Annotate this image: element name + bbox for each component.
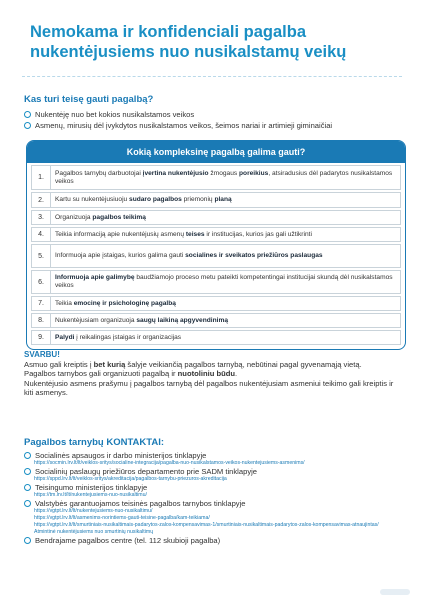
- help-row-text: Informuoja apie įstaigas, kurios galima gauti socialines ir sveikatos priežiūros paslaugas: [51, 244, 401, 268]
- contact-link[interactable]: https://vgtpt.lrv.lt/lt/smurtiniais-nusikaltimais-padarytos-zalos-kompensavimas-1/smurtiniais-nusikaltimais-padarytos-zalos-kompensavimas-atnaujintas/: [34, 522, 379, 528]
- contact-item: [24, 451, 408, 460]
- who-item-text: Asmenų, mirusių dėl įvykdytos nusikalstamos veikos, šeimos nariai ir artimieji giminaičiai: [35, 121, 333, 130]
- help-row: [31, 227, 401, 242]
- contact-label: Bendrajame pagalbos centre (tel. 112 skubioji pagalba): [35, 536, 221, 545]
- help-table: [26, 140, 406, 350]
- text: Asmuo gali kreiptis į: [24, 359, 94, 369]
- help-row: [31, 313, 401, 328]
- important-paragraph-2: [24, 369, 404, 379]
- contact-link[interactable]: https://vgtpt.lrv.lt/lt/asmenims-norintiems-gauti-teisine-pagalba/kam-teikiama/: [34, 515, 210, 521]
- contact-link[interactable]: https://vgtpt.lrv.lt/lt/nukentejusiems-nuo-nusikaltimu/: [34, 508, 153, 514]
- contact-label: Valstybės garantuojamos teisinės pagalbos tarnybos tinklapyje: [35, 499, 246, 508]
- text-bold: bet kurią: [93, 359, 126, 369]
- help-row-number: 4.: [31, 227, 51, 242]
- help-row: [31, 330, 401, 345]
- help-row-text: Organizuoja pagalbos teikimą: [51, 210, 401, 225]
- bullet-circle-icon: [24, 468, 31, 475]
- help-row: [31, 210, 401, 225]
- contact-label: Teisingumo ministerijos tinklapyje: [35, 483, 148, 492]
- help-row-text: Palydi į reikalingas įstaigas ir organizacijas: [51, 330, 401, 345]
- help-row-text: Kartu su nukentėjusiuoju sudaro pagalbos priemonių planą: [51, 192, 401, 208]
- help-row: [31, 244, 401, 268]
- help-row-number: 6.: [31, 270, 51, 294]
- text: .: [235, 369, 238, 378]
- contact-label: Socialinių paslaugų priežiūros departamento prie SADM tinklapyje: [35, 467, 258, 476]
- help-row-number: 7.: [31, 296, 51, 311]
- contact-item: [24, 483, 408, 492]
- help-row-number: 5.: [31, 244, 51, 268]
- help-row: [31, 165, 401, 190]
- help-row-number: 8.: [31, 313, 51, 328]
- text: Pagalbos tarnybos gali organizuoti pagalbą ir: [24, 369, 178, 378]
- help-row-number: 1.: [31, 165, 51, 190]
- bullet-circle-icon: [24, 122, 31, 129]
- bullet-circle-icon: [24, 452, 31, 459]
- page-stamp: [380, 589, 410, 595]
- who-item: [24, 121, 332, 130]
- who-item-text: Nukentėję nuo bet kokios nusikalstamos veikos: [35, 110, 195, 119]
- help-table-heading: Kokią kompleksinę pagalbą galima gauti?: [27, 141, 405, 163]
- contact-link[interactable]: https://socmin.lrv.lt/lt/veiklos-sritys/socialine-integracija/pagalba-nuo-nusikalstamos-veikos-nukentejusiems-asmenims/: [34, 460, 305, 466]
- help-row-number: 2.: [31, 192, 51, 208]
- help-row-number: 3.: [31, 210, 51, 225]
- contact-item: [24, 536, 408, 545]
- important-paragraph-3: Nukentėjusio asmens prašymu į pagalbos tarnybą dėl pagalbos nukentėjusiam asmeniui teikimo gali kreiptis ir kiti asmenys.: [24, 378, 394, 397]
- help-row-text: Teikia emocinę ir psichologinę pagalbą: [51, 296, 401, 311]
- help-row-text: Teikia informaciją apie nukentėjusių asmenų teises ir institucijas, kurios jas gali užtikrinti: [51, 227, 401, 242]
- help-row: [31, 192, 401, 208]
- title-line-2: nukentėjusiems nuo nusikalstamų veikų: [30, 43, 347, 61]
- text-bold: nuotoliniu būdu: [177, 369, 236, 378]
- help-row-number: 9.: [31, 330, 51, 345]
- divider: [22, 76, 402, 77]
- contact-link[interactable]: Atmintinė nukentėjusiems nuo smurtinių nusikaltimų: [34, 529, 154, 535]
- bullet-circle-icon: [24, 484, 31, 491]
- page-title: [30, 22, 410, 62]
- bullet-circle-icon: [24, 500, 31, 507]
- contact-link[interactable]: https://sppd.lrv.lt/lt/veiklos-sritys/akreditacija/pagalbos-tarnybu-priezuros-akreditacija: [34, 476, 227, 482]
- who-item: [24, 110, 194, 119]
- who-heading: Kas turi teisę gauti pagalbą?: [24, 94, 154, 105]
- title-line-1: Nemokama ir konfidenciali pagalba: [30, 23, 307, 41]
- important-label: SVARBU!: [24, 350, 60, 359]
- help-row-text: Pagalbos tarnybų darbuotojai įvertina nukentėjusio žmogaus poreikius, atsiradusius dėl padarytos nusikalstamos veikos: [51, 165, 401, 190]
- help-row: [31, 296, 401, 311]
- contact-list: [24, 451, 408, 545]
- important-paragraph-1: [24, 360, 404, 370]
- help-row-text: Nukentėjusiam organizuoja saugų laikiną apgyvendinimą: [51, 313, 401, 328]
- contact-label: Socialinės apsaugos ir darbo ministerijos tinklapyje: [35, 451, 207, 460]
- help-rows: [27, 163, 405, 345]
- contacts-section: [24, 437, 408, 545]
- bullet-circle-icon: [24, 111, 31, 118]
- contact-item: [24, 467, 408, 476]
- help-row: [31, 270, 401, 294]
- contact-link[interactable]: https://tm.lrv.lt/lt/nukentejusiems-nuo-nusikaltimu/: [34, 492, 147, 498]
- contact-item: [24, 499, 408, 508]
- help-row-text: Informuoja apie galimybę baudžiamojo proceso metu pateikti kompetentingai institucijai skundą dėl nusikalstamos veikos: [51, 270, 401, 294]
- text: šalyje veikiančią pagalbos tarnybą, nebūtinai pagal gyvenamąją vietą.: [125, 359, 362, 369]
- bullet-circle-icon: [24, 537, 31, 544]
- contacts-heading: Pagalbos tarnybų KONTAKTAI:: [24, 437, 165, 448]
- important-notice: [24, 350, 404, 398]
